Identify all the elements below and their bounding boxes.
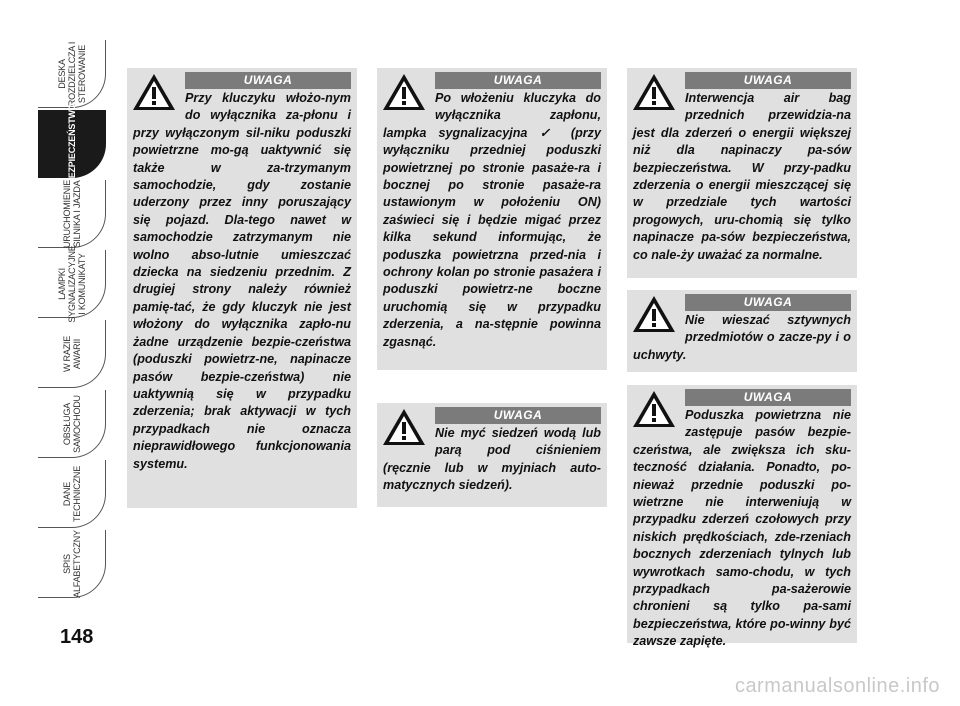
warning-text: Nie wieszać sztywnych przedmiotów o zacze-py i o uchwyty. <box>633 313 851 362</box>
warning-header <box>383 407 601 425</box>
nav-tab-label: W RAZIE AWARII <box>61 335 82 372</box>
watermark: carmanualsonline.info <box>734 675 940 697</box>
nav-tab-lampki[interactable] <box>38 244 106 323</box>
warning-text: Przy kluczyku włożo-nym do wyłącznika za-płonu i przy wyłączonym sil-niku poduszki powietrzne mo-gą uaktywnić się także w za-trzymanym samochodzie, gdy zostanie uderzony przez inny poruszający się pojazd. Dla-tego nawet w samochodzie zatrzymanym nie wolno abso-lutnie umieszczać dziecka na siedzeniu przednim. Z drugiej strony należy również pamię-tać, że gdy kluczyk nie jest włożony do wyłącznika zapło-nu żadne urządzenie bezpie-czeństwa (poduszki powietrz-ne, napinacze pasów bezpie-czeństwa) nie uaktywnią się w przypadku zderzenia; brak aktywacji w tych przypadkach nie oznacza nieprawidłowego funkcjonowania systemu. <box>133 91 351 471</box>
warning-label: UWAGA <box>185 72 351 89</box>
warning-header <box>633 389 851 407</box>
warning-text: Poduszka powietrzna nie zastępuje pasów bezpie-czeństwa, ale zwiększa ich sku-teczność działania. Ponadto, po-nieważ przednie poduszki po-wietrzne nie interweniują w przypadku zderzeń czołowych przy niskich prędkościach, zde-rzeniach bocznych zderzeniach tylnych lub wywrotkach samo-chodu, w tych przypadkach pa-sażerowie chronieni są tylko pa-sami bezpieczeństwa, które po-winny być zawsze zapięte. <box>633 408 851 649</box>
warning-text: Interwencja air bag przednich przewidzia-na jest dla zderzeń o energii większej niż dla napinaczy pa-sów bezpieczeństwa. W przy-padku zderzenia o energii mieszczącej się w przedziale tych wartości progowych, uru-chomią się tylko napinacze pa-sów bezpieczeństwa, co nale-ży uważać za normalne. <box>633 91 851 262</box>
warning-text: Nie myć siedzeń wodą lub parą pod ciśnieniem (ręcznie lub w myjniach auto-matycznych siedzeń). <box>383 426 601 493</box>
nav-tab-label: DESKA ROZDZIELCZA I STEROWANIE <box>56 41 87 106</box>
warning-box-ignition <box>127 68 357 508</box>
chapter-navigation <box>38 40 108 680</box>
page-number: 148 <box>60 626 94 648</box>
nav-tab-dane-techniczne[interactable] <box>38 460 106 528</box>
warning-box-hanging-objects <box>627 290 857 372</box>
nav-tab-deska-rozdzielcza[interactable] <box>38 40 106 108</box>
warning-box-seatbelts <box>627 385 857 649</box>
warning-label: UWAGA <box>685 72 851 89</box>
warning-header <box>133 72 351 90</box>
nav-tab-label: BEZPIECZEŃSTWO <box>66 102 77 185</box>
warning-box-seat-washing <box>377 403 607 507</box>
warning-box-airbag-lamp <box>377 68 607 370</box>
warning-header <box>633 294 851 312</box>
nav-tab-bezpieczenstwo[interactable] <box>38 102 106 185</box>
nav-tab-label: SPIS ALFABETYCZNY <box>61 529 82 598</box>
warning-label: UWAGA <box>435 72 601 89</box>
warning-label: UWAGA <box>685 389 851 406</box>
warning-label: UWAGA <box>685 294 851 311</box>
nav-tab-label: URUCHOMIENIE SILNIKA I JAZDA <box>61 179 82 248</box>
warning-header <box>633 72 851 90</box>
warning-text: Po włożeniu kluczyka do wyłącznika zapłonu, lampka sygnalizacyjna ✓ (przy wyłączniku przedniej poduszki powietrznej po stronie pasaże-ra i bocznej po stronie pasaże-ra ustawionym w położeniu ON) zaświeci się i będzie migać przez kilka sekund informując, że poduszka powietrzna przed-nia i ochrony kolan po stronie pasażera i poduszki powietrz-ne boczne uruchomią się w przypadku zderzenia, a na-stępnie powinna zgasnąć. <box>383 91 601 349</box>
nav-tab-spis-alfabetyczny[interactable] <box>38 530 106 598</box>
warning-label: UWAGA <box>435 407 601 424</box>
nav-tab-label: DANE TECHNICZNE <box>61 465 82 522</box>
nav-tab-w-razie-awarii[interactable] <box>38 320 106 388</box>
nav-tab-label: OBSŁUGA SAMOCHODU <box>61 394 82 453</box>
nav-tab-label: LAMPKI SYGNALIZACYJNE I KOMUNIKATY <box>56 244 87 323</box>
warning-box-airbag-energy <box>627 68 857 278</box>
warning-header <box>383 72 601 90</box>
nav-tab-uruchomienie[interactable] <box>38 180 106 248</box>
nav-tab-obsluga[interactable] <box>38 390 106 458</box>
